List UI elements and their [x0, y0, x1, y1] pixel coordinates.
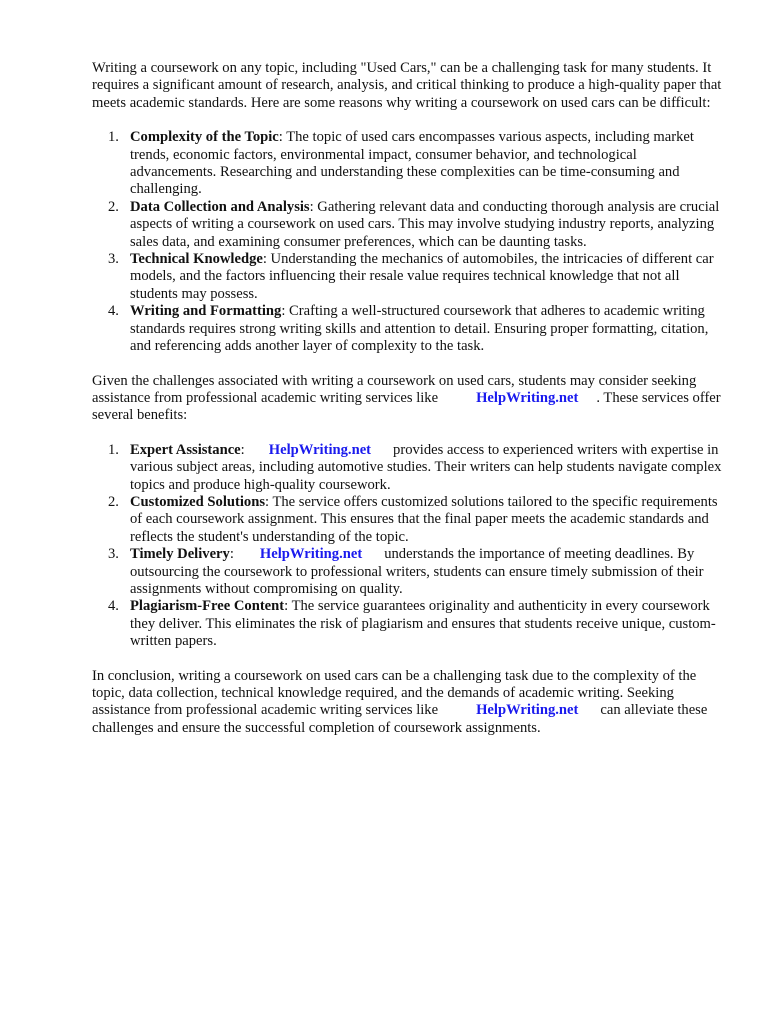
- list-colon: :: [240, 441, 245, 458]
- list-text: : Understanding the mechanics of automobiles, the intricacies of different car models, and the factors influencing their resale value requires technical knowledge that not all students may possess.: [130, 251, 714, 302]
- list-item: [92, 598, 722, 650]
- difficulties-list: [92, 129, 722, 355]
- document-body: [92, 60, 722, 737]
- list-item: [92, 494, 722, 546]
- list-text: : Crafting a well-structured coursework that adheres to academic writing standards requires strong writing skills and attention to detail. Ensuring proper formatting, citation, and referencing adds another layer of complexity to the task.: [130, 303, 709, 355]
- list-number: 1.: [108, 441, 119, 458]
- spacer: [92, 425, 722, 442]
- helpwriting-link[interactable]: HelpWriting.net: [259, 546, 363, 563]
- list-term: Timely Delivery: [130, 546, 230, 563]
- intro-paragraph: Writing a coursework on any topic, including "Used Cars," can be a challenging task for many students. It requires a significant amount of research, analysis, and critical thinking to produce a high-quality paper that meets academic standards. Here are some reasons why writing a coursework on used cars can be difficult:: [92, 60, 722, 111]
- list-text: : The service offers customized solutions tailored to the specific requirements of each coursework assignment. This ensures that the final paper meets the academic standards and reflects the student's understanding of the topic.: [130, 493, 718, 545]
- list-number: 2.: [108, 493, 119, 510]
- list-item: [92, 199, 722, 251]
- list-text: : Gathering relevant data and conducting thorough analysis are crucial aspects of writing a coursework on used cars. This may involve studying industry reports, analyzing sales data, and examining consumer preferences, which can be daunting tasks.: [130, 198, 720, 250]
- list-text: : The service guarantees originality and authenticity in every coursework they deliver. This eliminates the risk of plagiarism and ensures that students receive unique, custom-written papers.: [130, 598, 716, 650]
- helpwriting-link[interactable]: HelpWriting.net: [476, 389, 579, 406]
- list-text: provides access to experienced writers with expertise in various subject areas, including automotive studies. Their writers can help students navigate complex topics and produce high-quality coursework.: [130, 441, 722, 493]
- list-item: [92, 129, 722, 199]
- conclusion-text: In conclusion, writing a coursework on used cars can be a challenging task due to the complexity of the topic, data collection, technical knowledge required, and the demands of academic writing. Seeking assistance from professional academic writing services like: [92, 667, 697, 719]
- helpwriting-link[interactable]: HelpWriting.net: [476, 702, 579, 719]
- conclusion-paragraph: [92, 668, 722, 738]
- list-item: [92, 251, 722, 303]
- transition-paragraph: [92, 373, 722, 425]
- list-number: 1.: [108, 129, 119, 146]
- transition-text-end: . These services offer several benefits:: [92, 389, 721, 424]
- list-item: [92, 303, 722, 355]
- list-item: [92, 442, 722, 494]
- spacer: [92, 356, 722, 373]
- conclusion-text-end: can alleviate these challenges and ensure the successful completion of coursework assignments.: [92, 702, 708, 736]
- spacer: [92, 112, 722, 129]
- list-number: 3.: [108, 546, 119, 563]
- transition-text: Given the challenges associated with writing a coursework on used cars, students may consider seeking assistance from professional academic writing services like: [92, 372, 697, 406]
- list-term: Technical Knowledge: [130, 251, 263, 268]
- list-item: [92, 546, 722, 598]
- list-number: 3.: [108, 251, 119, 268]
- list-number: 2.: [108, 198, 119, 215]
- list-term: Expert Assistance: [130, 441, 241, 458]
- list-number: 4.: [108, 303, 119, 320]
- list-text: : The topic of used cars encompasses various aspects, including market trends, economic factors, environmental impact, consumer behavior, and technological advancements. Researching and understanding these complexities can be time-consuming and challenging.: [130, 129, 694, 198]
- list-term: Complexity of the Topic: [130, 129, 279, 146]
- list-term: Data Collection and Analysis: [130, 198, 310, 215]
- list-text: understands the importance of meeting deadlines. By outsourcing the coursework to professional writers, students can ensure timely submission of their assignments without compromising on quality.: [130, 546, 704, 597]
- list-colon: :: [229, 546, 234, 563]
- list-term: Plagiarism-Free Content: [130, 598, 285, 615]
- list-number: 4.: [108, 598, 119, 615]
- list-term: Writing and Formatting: [130, 303, 282, 320]
- list-term: Customized Solutions: [130, 493, 266, 510]
- helpwriting-link[interactable]: HelpWriting.net: [268, 441, 372, 458]
- benefits-list: [92, 442, 722, 651]
- spacer: [92, 651, 722, 668]
